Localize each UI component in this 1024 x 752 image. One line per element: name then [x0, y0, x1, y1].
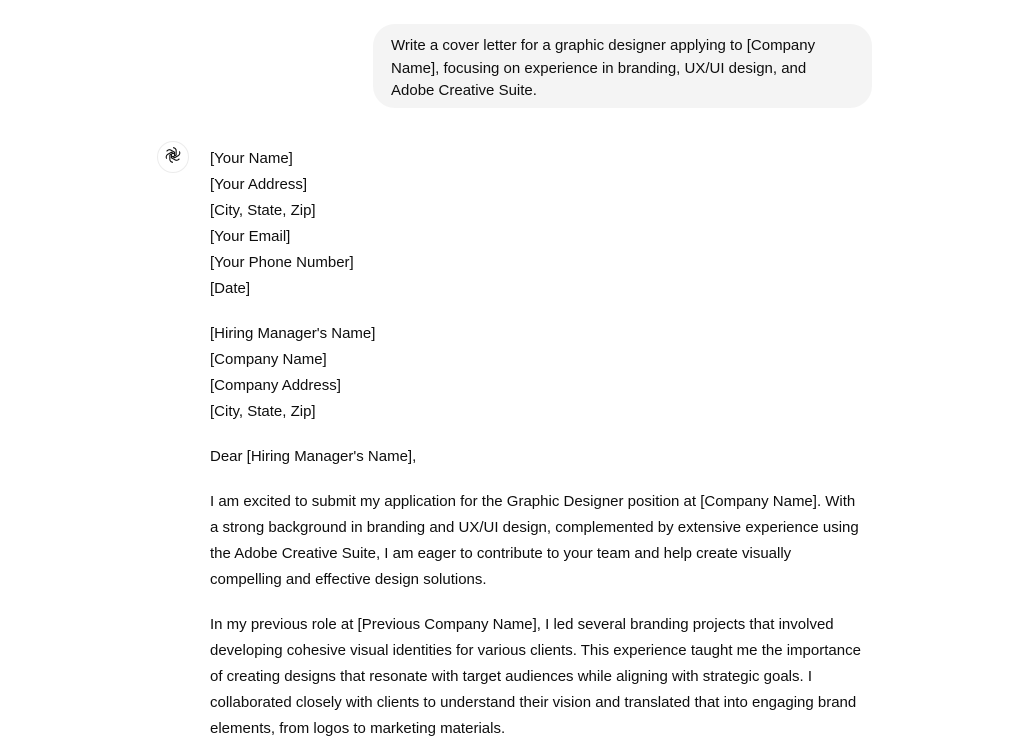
sender-address-block	[210, 146, 880, 302]
paragraph-line: elements, from logos to marketing materials.	[210, 720, 506, 737]
paragraph-line: developing cohesive visual identities for various clients. This experience taught me the importance	[210, 642, 861, 659]
paragraph-line: compelling and effective design solutions.	[210, 571, 487, 588]
recipient-address: [Company Address]	[210, 377, 341, 394]
paragraph-line: a strong background in branding and UX/UI design, complemented by extensive experience using	[210, 519, 859, 536]
letter-date: [Date]	[210, 280, 251, 297]
salutation	[210, 444, 880, 470]
sender-phone: [Your Phone Number]	[210, 254, 354, 271]
user-message-line: Name], focusing on experience in branding, UX/UI design, and	[391, 59, 807, 77]
sender-name: [Your Name]	[210, 150, 293, 167]
recipient-company: [Company Name]	[210, 351, 327, 368]
paragraph-line: the Adobe Creative Suite, I am eager to contribute to your team and help create visually	[210, 545, 792, 562]
recipient-address-block	[210, 321, 880, 425]
recipient-name: [Hiring Manager's Name]	[210, 325, 376, 342]
assistant-message	[210, 146, 880, 752]
recipient-city-state-zip: [City, State, Zip]	[210, 403, 316, 420]
salutation-text: Dear [Hiring Manager's Name],	[210, 448, 417, 465]
paragraph-line: collaborated closely with clients to understand their vision and translated that into engaging brand	[210, 694, 857, 711]
openai-logo-icon	[163, 145, 183, 170]
paragraph	[210, 489, 880, 593]
sender-city-state-zip: [City, State, Zip]	[210, 202, 316, 219]
assistant-avatar	[157, 141, 189, 173]
paragraph-line: In my previous role at [Previous Company Name], I led several branding projects that involved	[210, 616, 834, 633]
paragraph-line: I am excited to submit my application for the Graphic Designer position at [Company Name]. With	[210, 493, 856, 510]
paragraph	[210, 612, 880, 742]
user-message-bubble	[373, 24, 872, 108]
user-message-text	[391, 35, 854, 103]
user-message-line: Write a cover letter for a graphic designer applying to [Company	[391, 37, 816, 54]
user-message-line: Adobe Creative Suite.	[391, 82, 537, 99]
paragraph-line: of creating designs that resonate with target audiences while aligning with strategic goals. I	[210, 668, 813, 685]
sender-email: [Your Email]	[210, 228, 291, 245]
sender-address: [Your Address]	[210, 176, 308, 193]
